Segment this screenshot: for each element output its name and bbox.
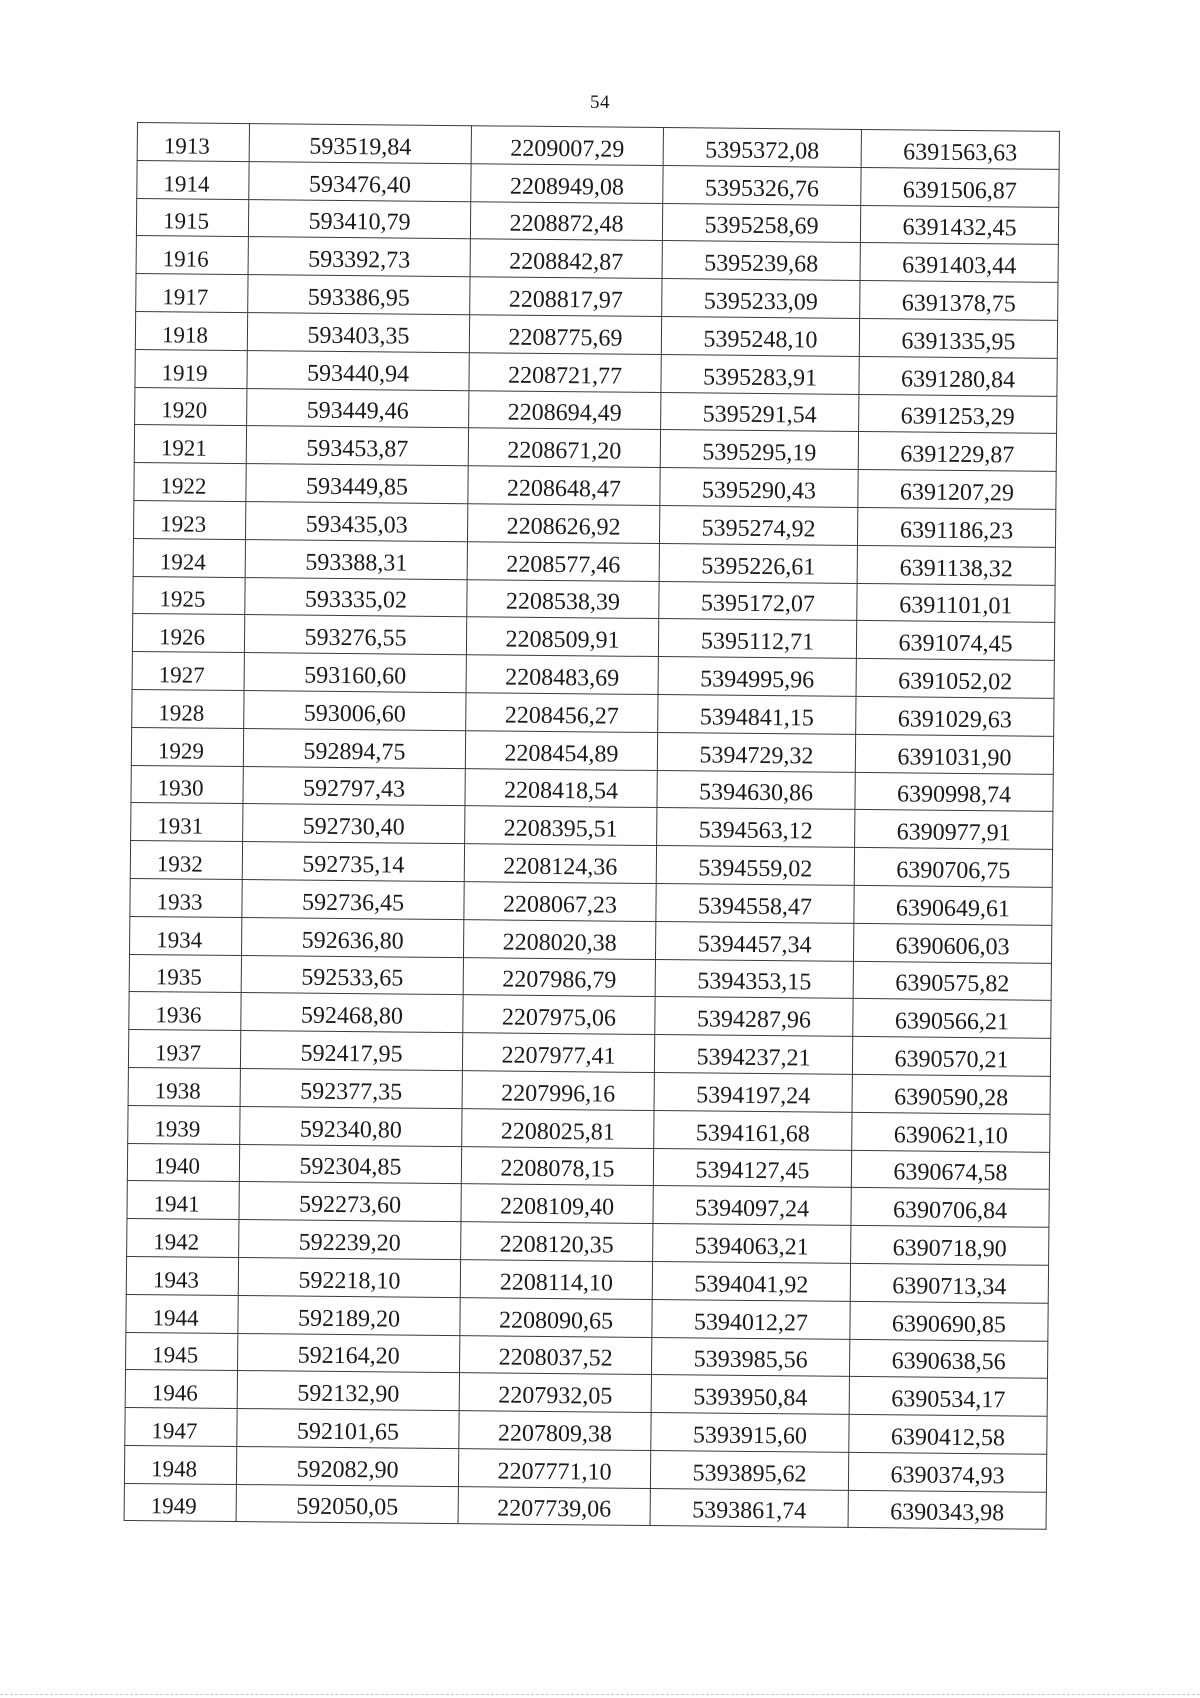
value-cell: 5395258,69 [662,203,860,243]
value-cell: 592082,90 [236,1446,458,1486]
year-cell: 1928 [132,689,244,728]
value-cell: 5395326,76 [663,165,861,205]
value-cell: 592468,80 [241,993,463,1033]
value-cell: 5395295,19 [660,430,858,470]
year-cell: 1916 [136,236,248,275]
year-cell: 1914 [137,160,249,199]
value-cell: 2208817,97 [470,277,662,317]
value-cell: 2207975,06 [463,995,655,1035]
year-cell: 1922 [134,463,246,502]
year-cell: 1939 [128,1105,240,1144]
value-cell: 5394995,96 [658,657,856,697]
year-cell: 1913 [137,123,249,162]
value-cell: 2208775,69 [469,315,661,355]
value-cell: 2208124,36 [464,844,656,884]
year-cell: 1946 [125,1370,237,1409]
value-cell: 2208842,87 [470,239,662,279]
year-cell: 1935 [129,954,241,993]
value-cell: 5394287,96 [655,997,853,1037]
value-cell: 6390621,10 [852,1112,1050,1152]
year-cell: 1920 [135,387,247,426]
year-cell: 1936 [129,992,241,1031]
value-cell: 5394041,92 [652,1261,850,1301]
value-cell: 6391506,87 [861,167,1059,207]
value-cell: 2207996,16 [462,1071,654,1111]
year-cell: 1915 [136,198,248,237]
value-cell: 5395291,54 [661,392,859,432]
value-cell: 6390412,58 [849,1414,1047,1454]
value-cell: 592377,35 [240,1068,462,1108]
value-cell: 593386,95 [248,275,470,315]
value-cell: 2208090,65 [460,1297,652,1337]
value-cell: 592730,40 [243,804,465,844]
value-cell: 2208872,48 [470,201,662,241]
year-cell: 1941 [127,1181,239,1220]
value-cell: 5394558,47 [656,883,854,923]
value-cell: 6390606,03 [853,923,1051,963]
value-cell: 5394127,45 [653,1148,851,1188]
value-cell: 2209007,29 [471,126,663,166]
year-cell: 1937 [128,1030,240,1069]
value-cell: 2207809,38 [459,1411,651,1451]
value-cell: 6391207,29 [858,470,1056,510]
year-cell: 1926 [132,614,244,653]
value-cell: 2208626,92 [467,504,659,544]
year-cell: 1930 [131,765,243,804]
value-cell: 593403,35 [247,313,469,353]
value-cell: 593276,55 [244,615,466,655]
value-cell: 2207932,05 [459,1373,651,1413]
value-cell: 2208418,54 [465,768,657,808]
value-cell: 5395283,91 [661,354,859,394]
page-number: 54 [590,92,610,113]
value-cell: 6390374,93 [848,1452,1046,1492]
table-row [124,1483,1046,1530]
data-table-body [124,123,1059,1530]
value-cell: 5395226,61 [659,543,857,583]
value-cell: 5394559,02 [656,846,854,886]
value-cell: 593519,84 [249,124,471,164]
value-cell: 592101,65 [237,1409,459,1449]
value-cell: 593449,46 [247,388,469,428]
value-cell: 5393985,56 [651,1337,849,1377]
value-cell: 6391138,32 [857,545,1055,585]
value-cell: 592797,43 [243,766,465,806]
year-cell: 1945 [126,1332,238,1371]
value-cell: 5394063,21 [653,1224,851,1264]
year-cell: 1927 [132,652,244,691]
value-cell: 2207771,10 [458,1449,650,1489]
value-cell: 5395290,43 [660,468,858,508]
value-cell: 2208648,47 [468,466,660,506]
value-cell: 6391378,75 [860,281,1058,321]
year-cell: 1919 [135,349,247,388]
value-cell: 593435,03 [245,502,467,542]
value-cell: 5393950,84 [651,1375,849,1415]
year-cell: 1932 [130,841,242,880]
value-cell: 6390570,21 [852,1037,1050,1077]
value-cell: 6390638,56 [849,1339,1047,1379]
value-cell: 593392,73 [248,237,470,277]
value-cell: 5394197,24 [654,1072,852,1112]
value-cell: 592050,05 [236,1484,458,1524]
value-cell: 2207739,06 [458,1486,650,1526]
value-cell: 6391074,45 [856,621,1054,661]
value-cell: 592417,95 [240,1031,462,1071]
value-cell: 6391031,90 [855,734,1053,774]
year-cell: 1938 [128,1067,240,1106]
value-cell: 593006,60 [244,691,466,731]
value-cell: 5395248,10 [661,317,859,357]
value-cell: 5395172,07 [659,581,857,621]
year-cell: 1917 [136,274,248,313]
value-cell: 2208020,38 [463,919,655,959]
value-cell: 593410,79 [248,199,470,239]
year-cell: 1921 [134,425,246,464]
value-cell: 5395274,92 [659,506,857,546]
value-cell: 2208454,89 [465,730,657,770]
value-cell: 2208509,91 [466,617,658,657]
value-cell: 2208671,20 [468,428,660,468]
value-cell: 2208114,10 [460,1260,652,1300]
value-cell: 592894,75 [243,728,465,768]
value-cell: 6391280,84 [859,356,1057,396]
value-cell: 5394097,24 [653,1186,851,1226]
value-cell: 592636,80 [242,917,464,957]
value-cell: 5395372,08 [663,128,861,168]
value-cell: 5394563,12 [657,808,855,848]
year-cell: 1925 [133,576,245,615]
value-cell: 592164,20 [238,1333,460,1373]
value-cell: 2208395,51 [465,806,657,846]
year-cell: 1934 [130,916,242,955]
value-cell: 592533,65 [241,955,463,995]
value-cell: 592189,20 [238,1295,460,1335]
value-cell: 5394012,27 [652,1299,850,1339]
data-table-container [124,122,1059,1530]
year-cell: 1948 [124,1445,236,1484]
value-cell: 5395239,68 [662,241,860,281]
value-cell: 593440,94 [247,350,469,390]
value-cell: 6390674,58 [851,1150,1049,1190]
value-cell: 6390590,28 [852,1074,1050,1114]
value-cell: 6391253,29 [859,394,1057,434]
value-cell: 5394630,86 [657,770,855,810]
year-cell: 1931 [131,803,243,842]
value-cell: 6390977,91 [855,810,1053,850]
value-cell: 6390998,74 [855,772,1053,812]
value-cell: 5394353,15 [655,959,853,999]
value-cell: 5394161,68 [654,1110,852,1150]
value-cell: 593453,87 [246,426,468,466]
year-cell: 1924 [133,538,245,577]
value-cell: 2208721,77 [469,352,661,392]
value-cell: 2207986,79 [463,957,655,997]
value-cell: 6390706,84 [851,1188,1049,1228]
value-cell: 6391563,63 [861,129,1059,169]
value-cell: 2208078,15 [461,1146,653,1186]
value-cell: 6390343,98 [848,1490,1046,1530]
value-cell: 6391186,23 [857,507,1055,547]
value-cell: 6390706,75 [854,848,1052,888]
value-cell: 592304,85 [239,1144,461,1184]
value-cell: 2208538,39 [467,579,659,619]
value-cell: 592736,45 [242,879,464,919]
value-cell: 593476,40 [249,161,471,201]
page-bottom-rule [0,1694,1200,1695]
value-cell: 6390575,82 [853,961,1051,1001]
year-cell: 1944 [126,1294,238,1333]
year-cell: 1918 [135,311,247,350]
value-cell: 5395233,09 [662,279,860,319]
value-cell: 6390690,85 [850,1301,1048,1341]
value-cell: 2208949,08 [471,164,663,204]
value-cell: 6390718,90 [851,1226,1049,1266]
year-cell: 1933 [130,878,242,917]
value-cell: 6391335,95 [859,318,1057,358]
value-cell: 592273,60 [239,1182,461,1222]
value-cell: 592132,90 [237,1371,459,1411]
value-cell: 6390649,61 [854,885,1052,925]
value-cell: 2208037,52 [460,1335,652,1375]
value-cell: 5394729,32 [657,732,855,772]
year-cell: 1923 [134,500,246,539]
year-cell: 1942 [127,1219,239,1258]
value-cell: 2208109,40 [461,1184,653,1224]
year-cell: 1943 [126,1256,238,1295]
year-cell: 1947 [125,1408,237,1447]
value-cell: 593335,02 [245,577,467,617]
value-cell: 6390713,34 [850,1263,1048,1303]
value-cell: 592735,14 [242,842,464,882]
value-cell: 2208694,49 [469,390,661,430]
value-cell: 2208483,69 [466,655,658,695]
value-cell: 2208120,35 [461,1222,653,1262]
value-cell: 593449,85 [246,464,468,504]
value-cell: 6390566,21 [853,999,1051,1039]
value-cell: 6391432,45 [860,205,1058,245]
value-cell: 5394457,34 [655,921,853,961]
value-cell: 592340,80 [240,1106,462,1146]
year-cell: 1949 [124,1483,236,1522]
value-cell: 6391229,87 [858,432,1056,472]
value-cell: 6391101,01 [857,583,1055,623]
value-cell: 593160,60 [244,653,466,693]
value-cell: 2208456,27 [466,693,658,733]
value-cell: 5394841,15 [658,694,856,734]
value-cell: 2208067,23 [464,882,656,922]
value-cell: 2208577,46 [467,541,659,581]
value-cell: 592218,10 [238,1257,460,1297]
value-cell: 6391403,44 [860,243,1058,283]
value-cell: 5393915,60 [651,1413,849,1453]
data-table [124,122,1060,1530]
value-cell: 6391029,63 [856,696,1054,736]
value-cell: 6391052,02 [856,659,1054,699]
value-cell: 5393895,62 [650,1450,848,1490]
value-cell: 592239,20 [239,1220,461,1260]
value-cell: 5395112,71 [658,619,856,659]
value-cell: 2208025,81 [462,1108,654,1148]
value-cell: 5393861,74 [650,1488,848,1528]
value-cell: 6390534,17 [849,1377,1047,1417]
value-cell: 2207977,41 [462,1033,654,1073]
value-cell: 5394237,21 [654,1035,852,1075]
value-cell: 593388,31 [245,539,467,579]
year-cell: 1929 [131,727,243,766]
year-cell: 1940 [127,1143,239,1182]
